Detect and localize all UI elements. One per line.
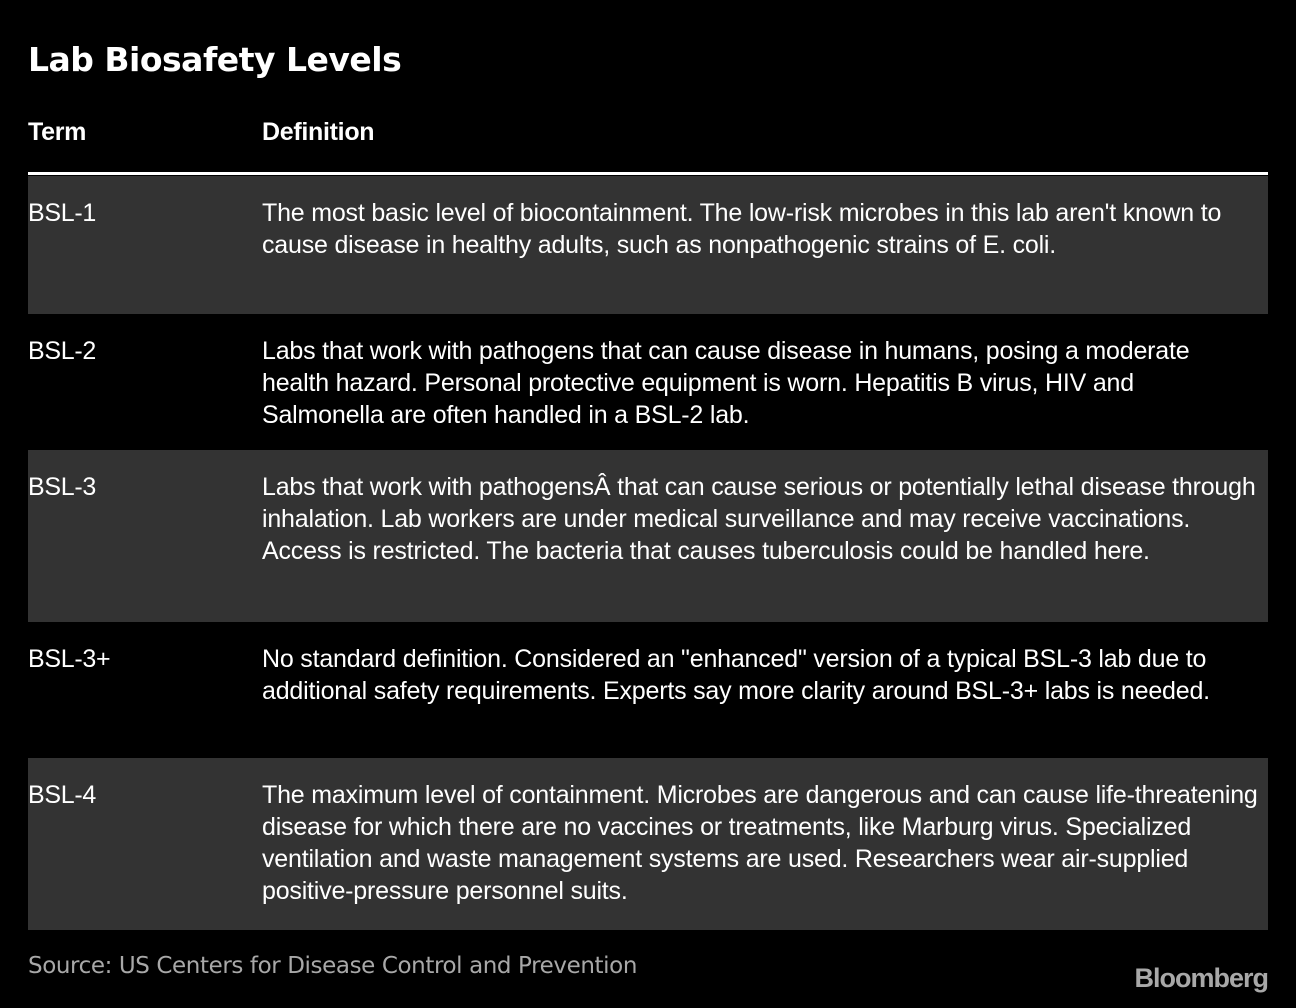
table-row <box>28 314 1268 450</box>
table-header <box>28 118 1268 175</box>
row-term: BSL-1 <box>28 199 96 227</box>
row-definition: Labs that work with pathogens that can cause disease in humans, posing a moderate health hazard. Personal protective equipment is worn. Hepatitis B virus, HIV and Salmonella are often handled in a BSL-2 lab. <box>262 337 1190 429</box>
bloomberg-logo: Bloomberg <box>1134 963 1268 993</box>
column-header-definition: Definition <box>262 118 375 146</box>
row-term: BSL-3+ <box>28 645 111 673</box>
column-header-term: Term <box>28 118 87 146</box>
table-title: Lab Biosafety Levels <box>28 40 402 79</box>
row-definition: The most basic level of biocontainment. The low-risk microbes in this lab aren't known to cause disease in healthy adults, such as nonpathogenic strains of E. coli. <box>262 199 1222 259</box>
row-definition: Labs that work with pathogensÂ that can cause serious or potentially lethal disease through inhalation. Lab workers are under medical surveillance and may receive vaccinations. Access is restricted. The bacteria that causes tuberculosis could be handled here. <box>262 473 1256 565</box>
table-row <box>28 450 1268 622</box>
row-definition: The maximum level of containment. Microbes are dangerous and can cause life-threatening disease for which there are no vaccines or treatments, like Marburg virus. Specialized ventilation and waste management systems are used. Researchers wear air-supplied positive-pressure personnel suits. <box>262 781 1258 905</box>
row-term: BSL-3 <box>28 473 96 501</box>
table-row <box>28 758 1268 930</box>
row-term: BSL-4 <box>28 781 96 809</box>
row-term: BSL-2 <box>28 337 96 365</box>
source-note: Source: US Centers for Disease Control and Prevention <box>28 953 638 979</box>
row-definition: No standard definition. Considered an "enhanced" version of a typical BSL-3 lab due to additional safety requirements. Experts say more clarity around BSL-3+ labs is needed. <box>262 645 1210 705</box>
table-row <box>28 176 1268 314</box>
table-row <box>28 622 1268 758</box>
